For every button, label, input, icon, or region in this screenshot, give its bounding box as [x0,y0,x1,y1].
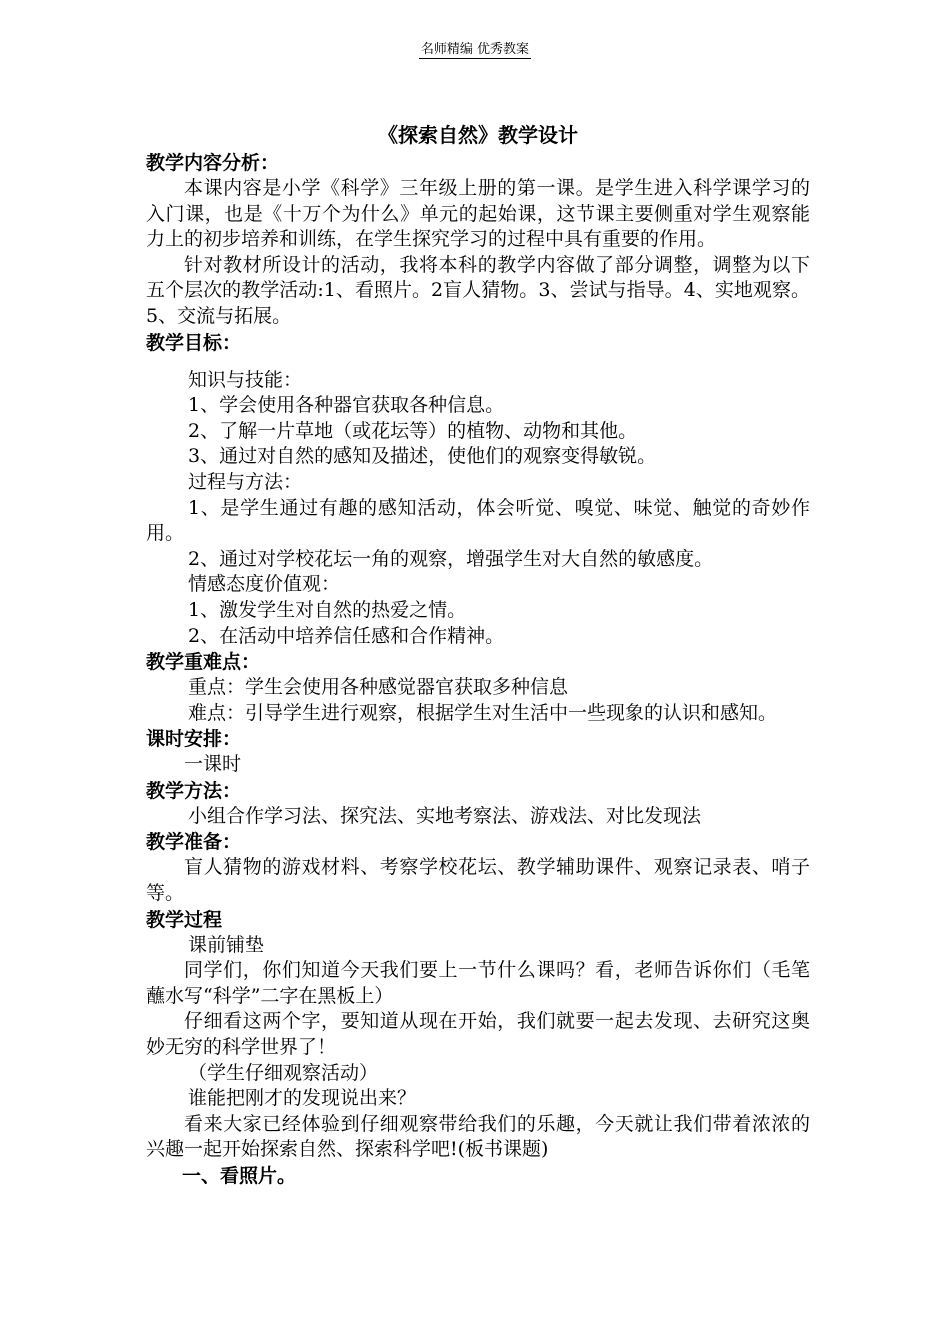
process-line: 课前铺垫 [188,933,265,956]
goal-item: 1、是学生通过有趣的感知活动，体会听觉、嗅觉、味觉、触觉的奇妙作用。 [146,496,810,545]
goal-item: 2、在活动中培养信任感和合作精神。 [188,624,505,647]
heading-process: 教学过程 [146,908,223,931]
goal-item: 2、通过对学校花坛一角的观察，增强学生对大自然的敏感度。 [188,547,714,570]
preparation-text: 盲人猜物的游戏材料、考察学校花坛、教学辅助课件、观察记录表、哨子等。 [146,856,810,905]
goal-item: 1、激发学生对自然的热爱之情。 [188,598,467,621]
process-line: （学生仔细观察活动） [188,1061,379,1084]
heading-content-analysis: 教学内容分析： [146,152,280,174]
document-body [146,120,810,1189]
process-subheading: 一、看照片。 [182,1165,297,1187]
heading-preparation: 教学准备： [146,831,242,854]
methods-text: 小组合作学习法、探究法、实地考察法、游戏法、对比发现法 [188,804,702,827]
paragraph: 本课内容是小学《科学》三年级上册的第一课。是学生进入科学课学习的入门课，也是《十万个为什么》单元的起始课，这节课主要侧重对学生观察能力上的初步培养和训练，在学生探究学习的过程中具有重要的作用。 [146,177,810,251]
process-line: 看来大家已经体验到仔细观察带给我们的乐趣，今天就让我们带着浓浓的兴趣一起开始探索自然、探索科学吧!(板书课题) [146,1112,810,1161]
goal-item: 2、了解一片草地（或花坛等）的植物、动物和其他。 [188,419,638,442]
goal-category: 知识与技能： [188,368,303,391]
key-point: 难点：引导学生进行观察，根据学生对生活中一些现象的认识和感知。 [188,701,778,724]
spacer [146,356,810,368]
header-text: 名师精编 优秀教案 [420,42,530,57]
process-line: 仔细看这两个字，要知道从现在开始，我们就要一起去发现、去研究这奥妙无穷的科学世界了！ [146,1010,810,1059]
key-point: 重点：学生会使用各种感觉器官获取多种信息 [188,676,569,699]
document-title: 《探索自然》教学设计 [378,123,578,147]
heading-methods: 教学方法： [146,779,242,802]
goal-category: 情感态度价值观： [188,573,341,596]
heading-schedule: 课时安排： [146,728,242,751]
process-line: 同学们，你们知道今天我们要上一节什么课吗？看，老师告诉你们（毛笔蘸水写“科学”二字在黑板上） [146,959,810,1007]
process-line: 谁能把刚才的发现说出来？ [188,1087,417,1110]
goal-item: 3、通过对自然的感知及描述，使他们的观察变得敏锐。 [188,445,657,468]
heading-key-points: 教学重难点： [146,651,261,674]
page-header [0,38,950,57]
goal-category: 过程与方法： [188,470,303,493]
schedule-text: 一课时 [184,753,242,776]
goal-item: 1、学会使用各种器官获取各种信息。 [188,394,505,417]
heading-goals: 教学目标： [146,331,242,354]
paragraph: 针对教材所设计的活动，我将本科的教学内容做了部分调整，调整为以下五个层次的教学活动:1、看照片。2盲人猜物。3、尝试与指导。4、实地观察。5、交流与拓展。 [146,253,810,327]
